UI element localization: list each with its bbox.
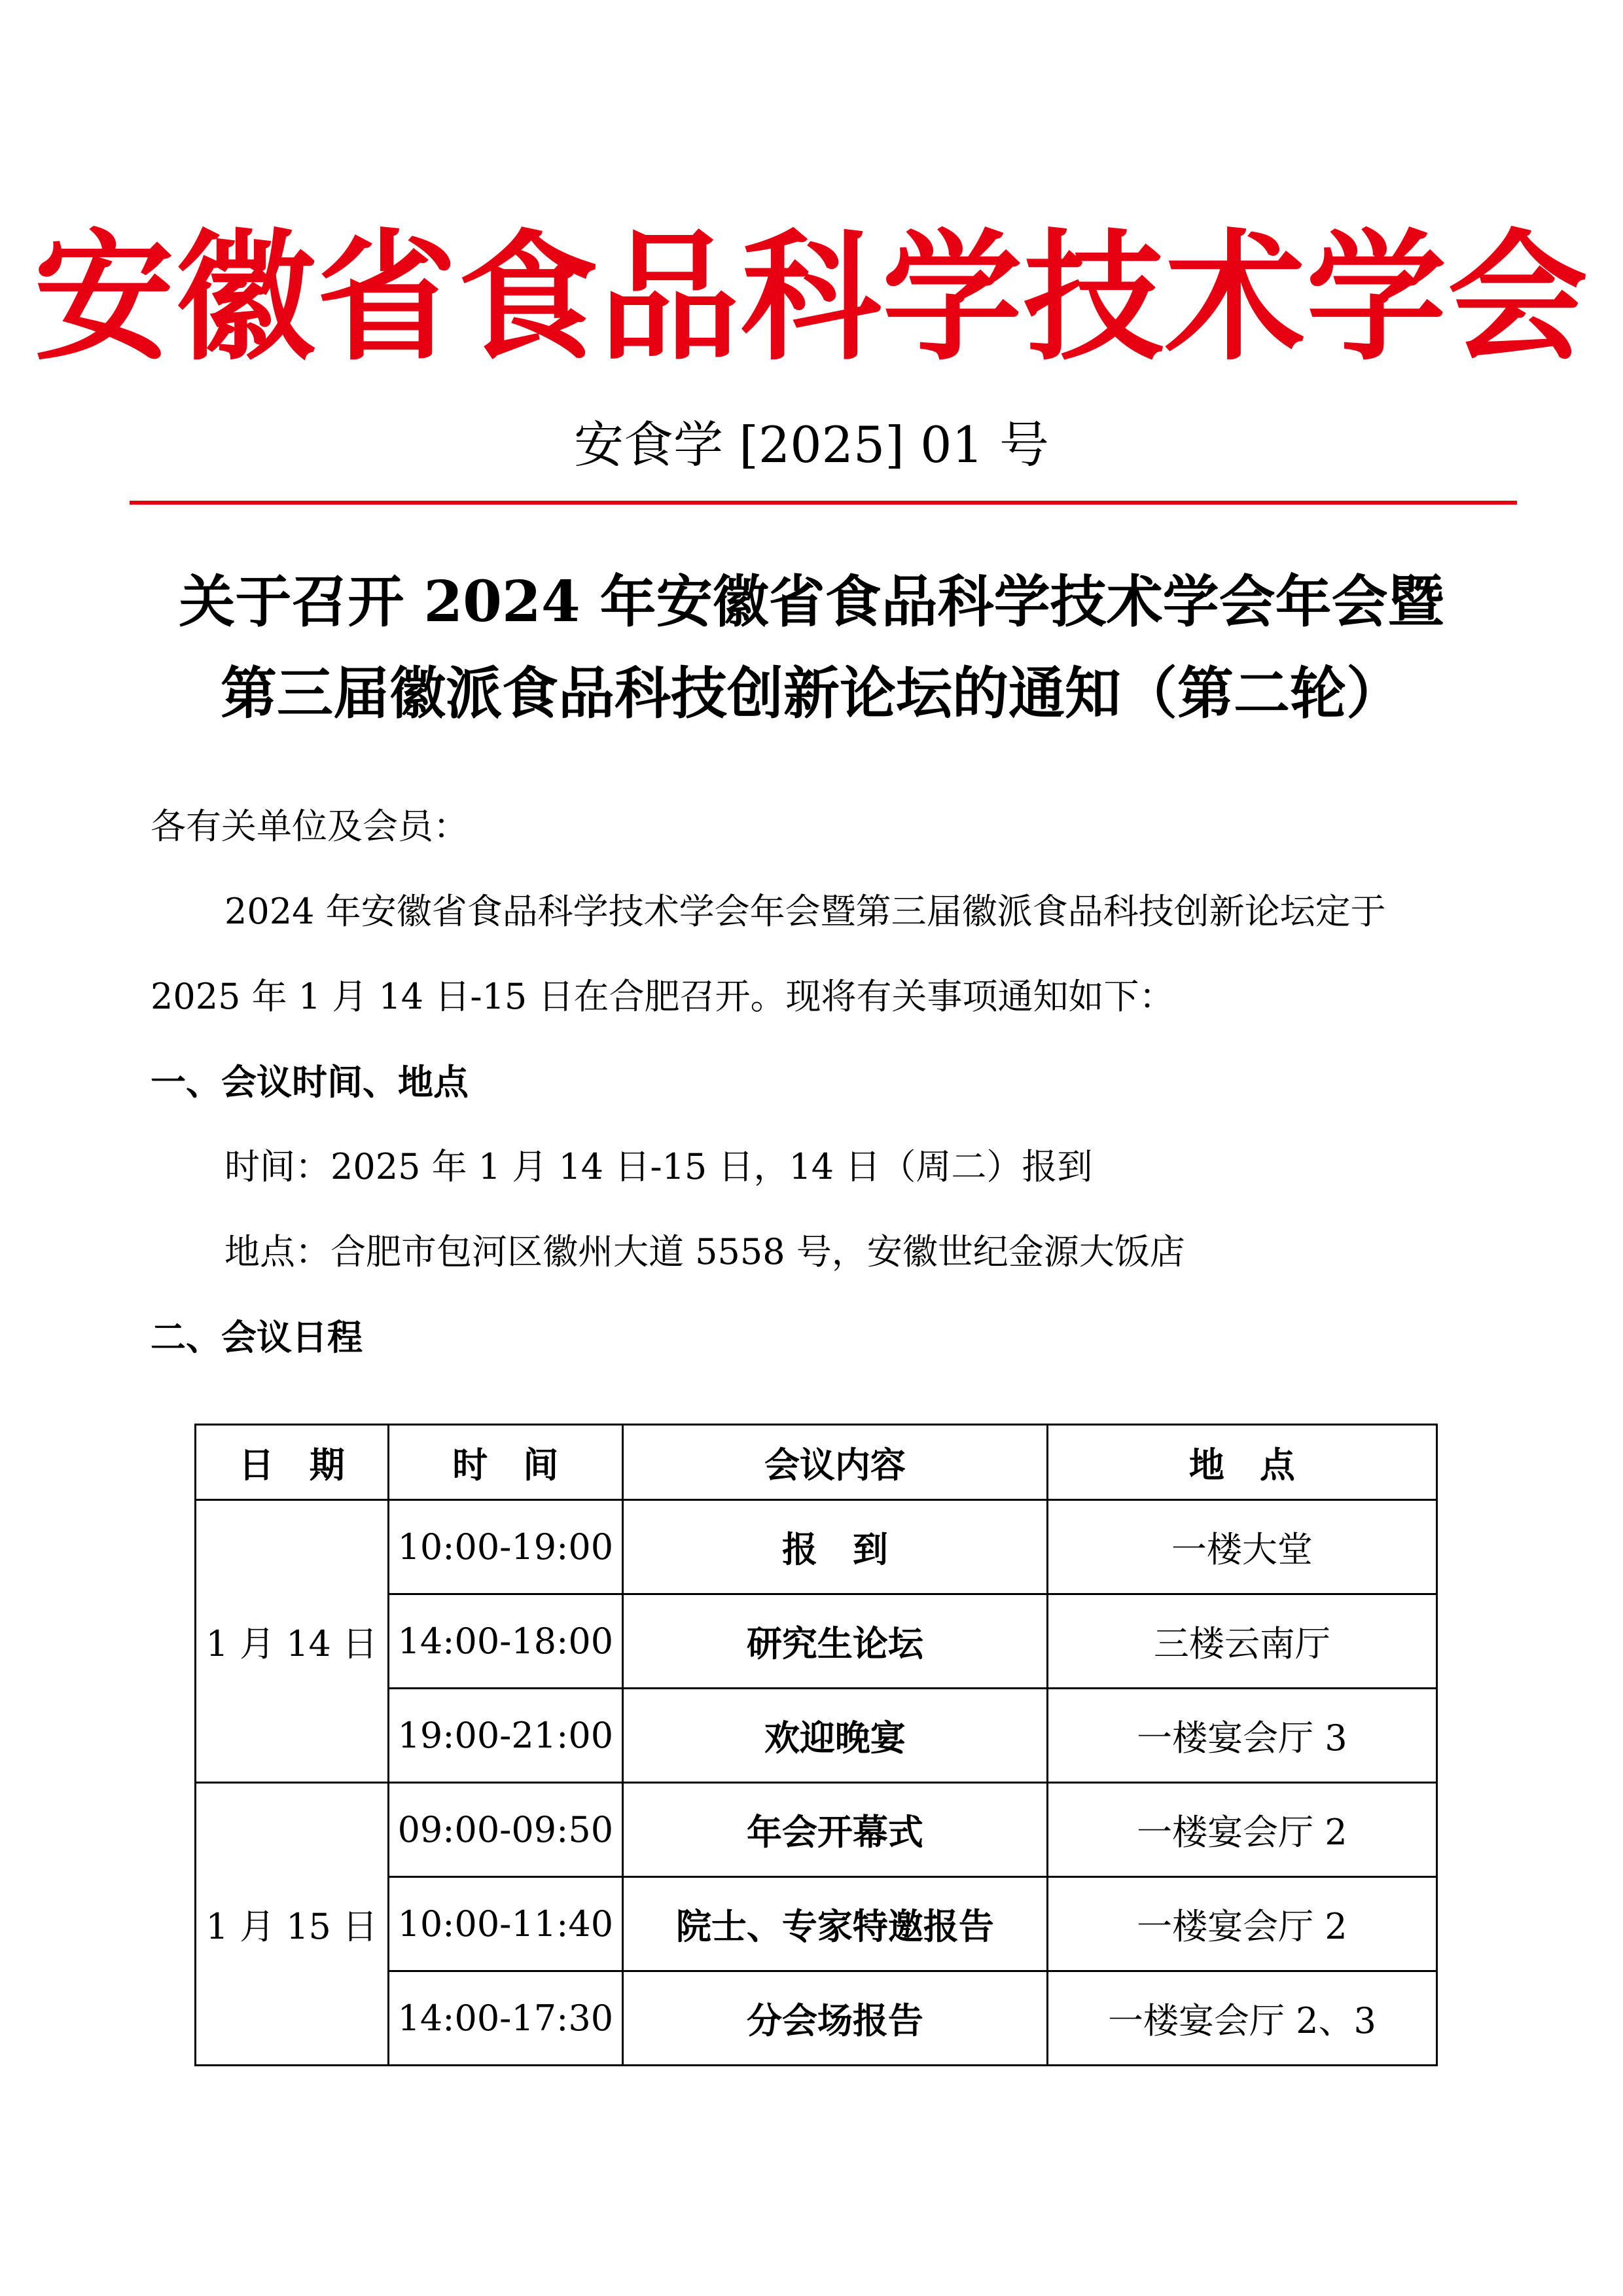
time-cell: 19:00-21:00 [388, 1689, 623, 1783]
place-cell: 一楼宴会厅 3 [1047, 1689, 1436, 1783]
place-cell: 一楼宴会厅 2、3 [1047, 1971, 1436, 2066]
time-cell: 10:00-19:00 [388, 1500, 623, 1594]
salutation: 各有关单位及会员： [151, 806, 469, 847]
place-cell: 一楼宴会厅 2 [1047, 1877, 1436, 1971]
event-cell: 分会场报告 [623, 1971, 1048, 2066]
meeting-place: 地点：合肥市包河区徽州大道 5558 号，安徽世纪金源大饭店 [224, 1231, 1185, 1272]
document-number: 安食学 [2025] 01 号 [574, 416, 1049, 474]
meeting-time: 时间：2025 年 1 月 14 日-15 日，14 日（周二）报到 [224, 1146, 1093, 1187]
date-cell-day1: 1 月 14 日 [196, 1500, 389, 1783]
event-cell: 院士、专家特邀报告 [623, 1877, 1048, 1971]
organization-title: 安徽省食品科学技术学会 [34, 215, 1589, 380]
time-cell: 14:00-17:30 [388, 1971, 623, 2066]
time-cell: 14:00-18:00 [388, 1594, 623, 1689]
table-header-row [196, 1425, 1437, 1500]
table-row [196, 1500, 1437, 1594]
header-content: 会议内容 [623, 1425, 1048, 1500]
event-cell: 研究生论坛 [623, 1594, 1048, 1689]
intro-line2: 2025 年 1 月 14 日-15 日在合肥召开。现将有关事项通知如下： [151, 976, 1175, 1017]
time-cell: 09:00-09:50 [388, 1783, 623, 1877]
place-cell: 一楼宴会厅 2 [1047, 1783, 1436, 1877]
date-cell-day2: 1 月 15 日 [196, 1783, 389, 2066]
time-cell: 10:00-11:40 [388, 1877, 623, 1971]
event-cell: 欢迎晚宴 [623, 1689, 1048, 1783]
place-cell: 三楼云南厅 [1047, 1594, 1436, 1689]
section1-heading: 一、会议时间、地点 [151, 1061, 469, 1103]
event-cell: 年会开幕式 [623, 1783, 1048, 1877]
schedule-table [194, 1424, 1438, 2066]
notice-title-line2: 第三届徽派食品科技创新论坛的通知（第二轮） [221, 660, 1402, 726]
notice-title-line1: 关于召开 2024 年安徽省食品科学技术学会年会暨 [179, 569, 1444, 635]
header-time: 时 间 [388, 1425, 623, 1500]
header-place: 地 点 [1047, 1425, 1436, 1500]
red-divider [130, 501, 1517, 505]
intro-line1: 2024 年安徽省食品科学技术学会年会暨第三届徽派食品科技创新论坛定于 [224, 891, 1386, 932]
section2-heading: 二、会议日程 [151, 1316, 363, 1358]
event-cell: 报 到 [623, 1500, 1048, 1594]
header-date: 日 期 [196, 1425, 389, 1500]
table-row [196, 1783, 1437, 1877]
place-cell: 一楼大堂 [1047, 1500, 1436, 1594]
